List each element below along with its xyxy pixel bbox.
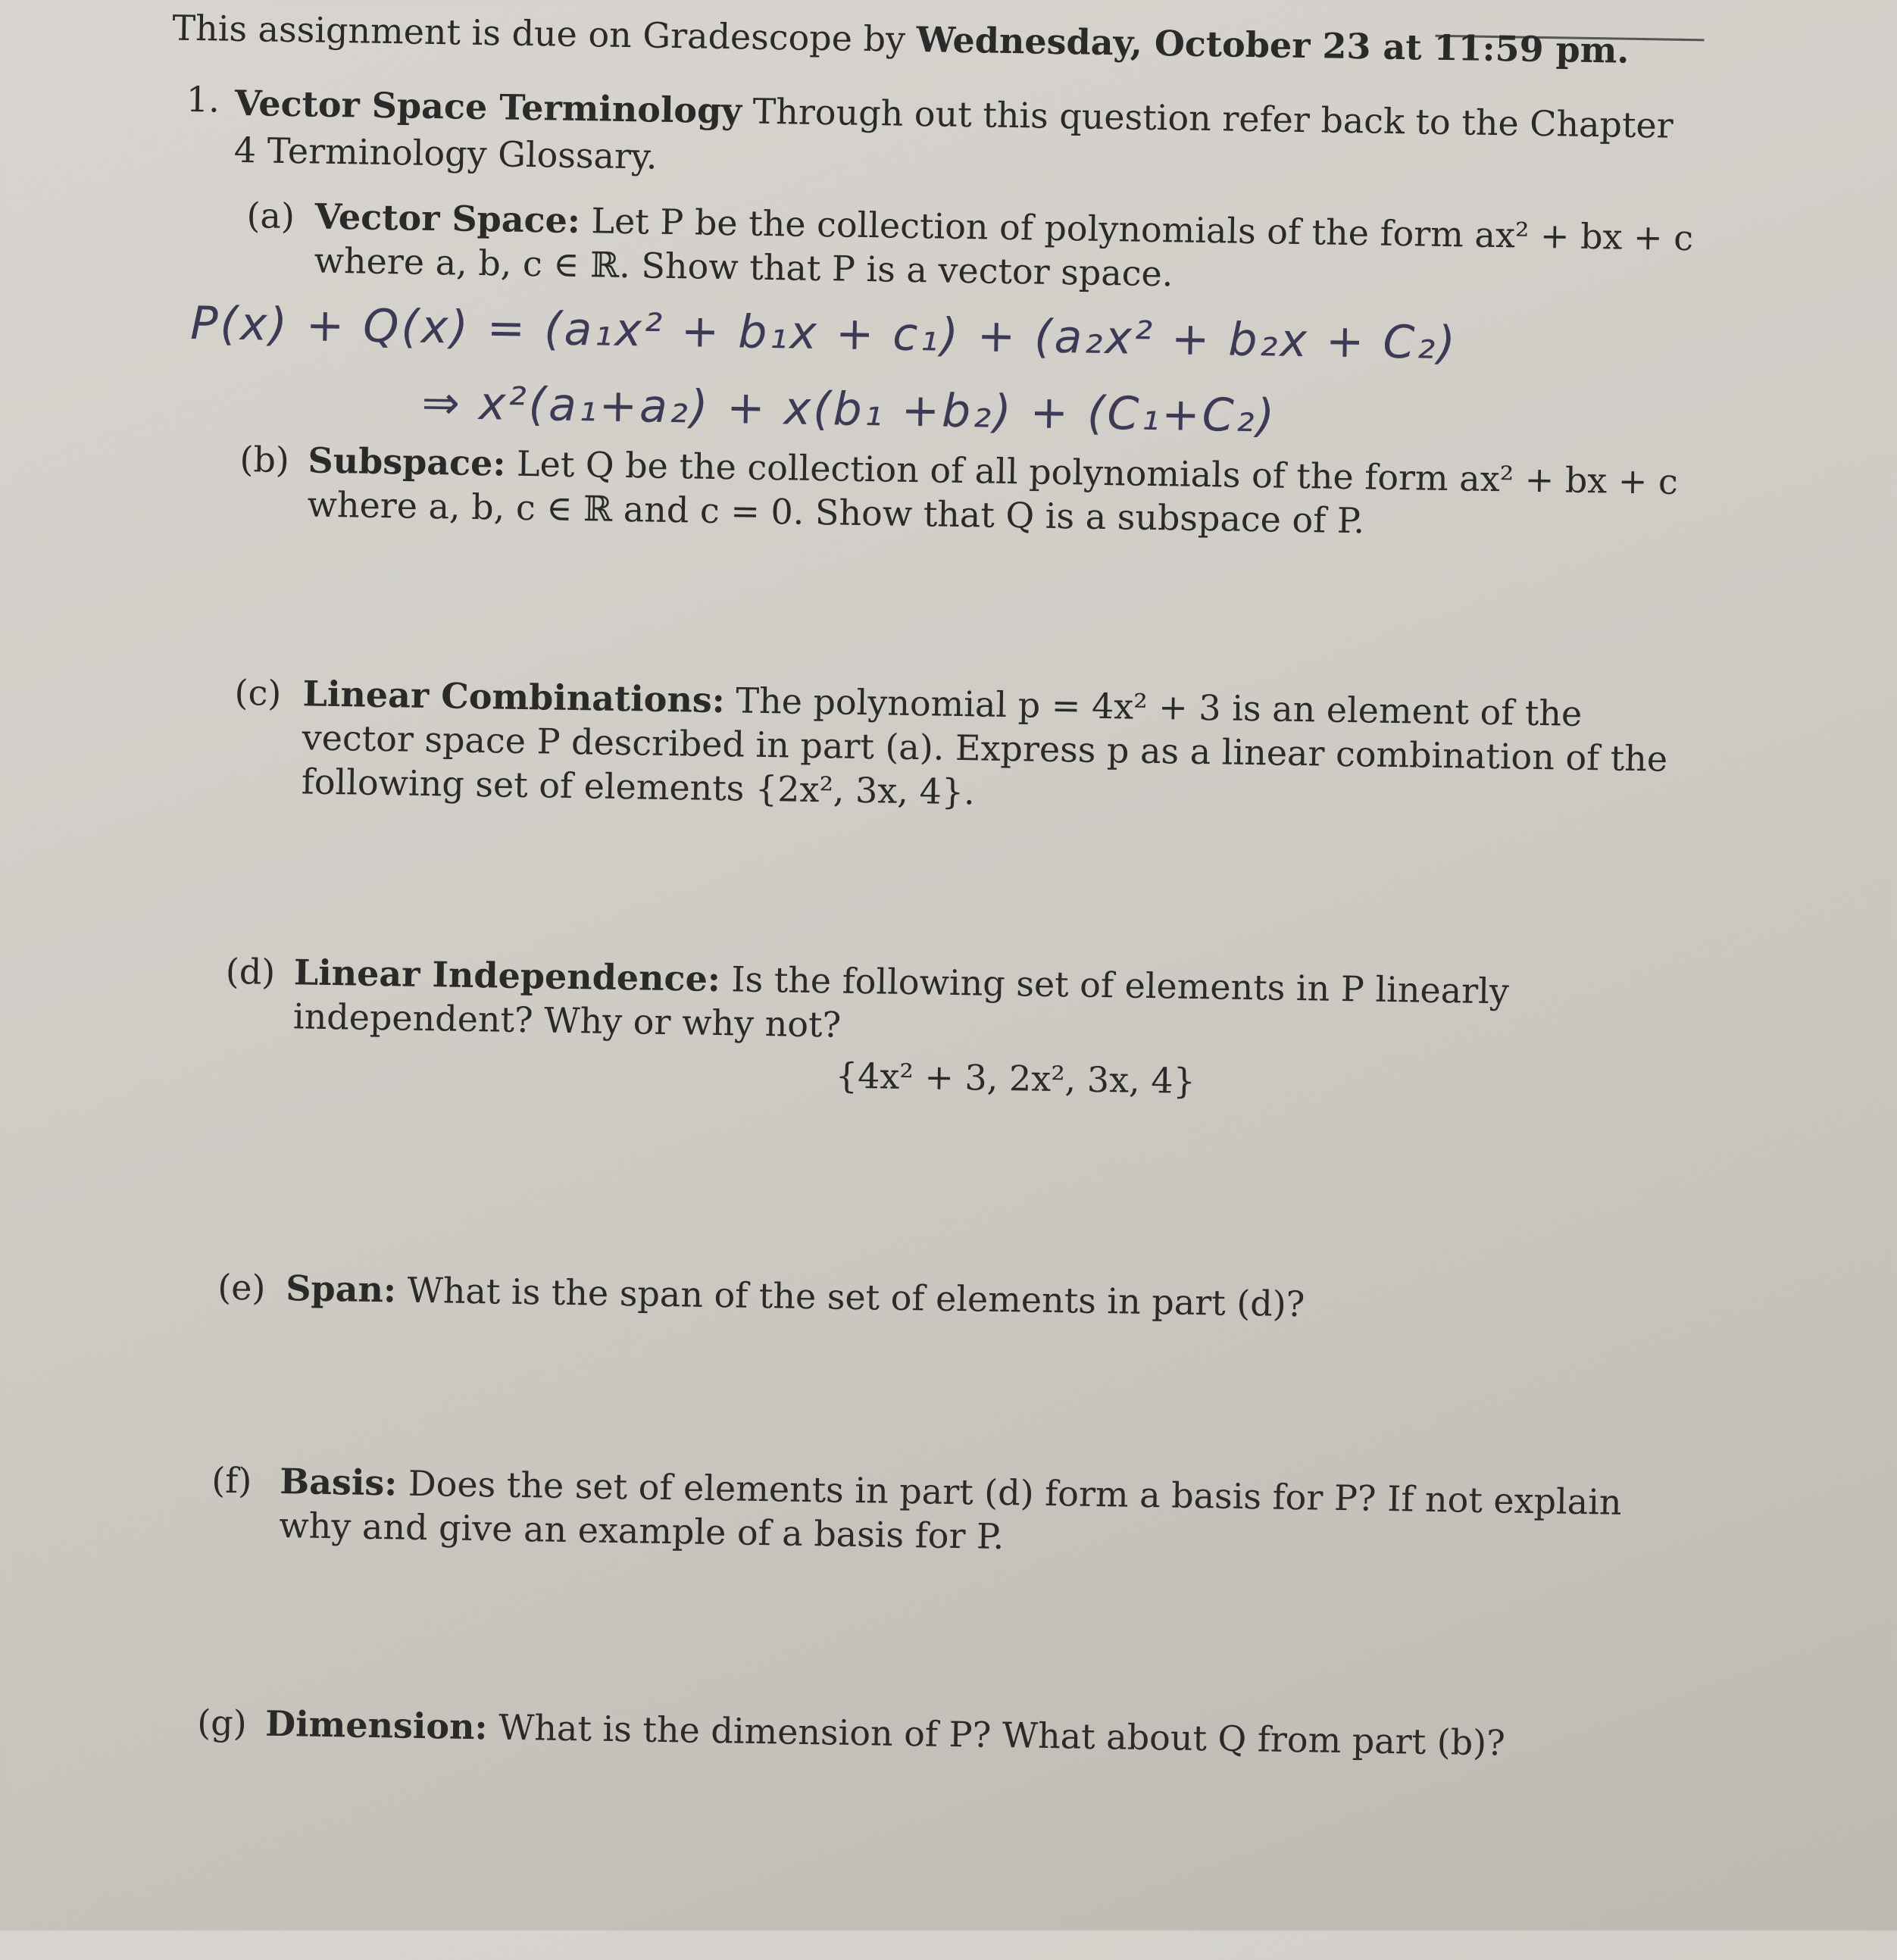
part-label: (g) — [196, 1702, 248, 1744]
part-body: Let P be the collection of polynomials of the form ax² + bx + c where a, b, c ∈ ℝ. Show that P is a vector space. — [314, 200, 1694, 295]
part-label: (e) — [217, 1266, 266, 1308]
part-e — [217, 1265, 1673, 1341]
part-title: Vector Space: — [314, 195, 581, 242]
part-d — [224, 949, 1680, 1071]
part-body: Let Q be the collection of all polynomials of the form ax² + bx + c where a, b, c ∈ ℝ and c = 0. Show that Q is a subspace of P. — [307, 442, 1679, 542]
part-text — [265, 1702, 1652, 1768]
part-f — [211, 1458, 1667, 1580]
part-label: (d) — [225, 950, 276, 993]
part-label: (f) — [211, 1459, 252, 1502]
due-prefix: This assignment is due on Gradescope by — [172, 7, 917, 61]
part-a — [245, 193, 1702, 314]
due-date-notice — [172, 8, 1630, 71]
part-g — [197, 1700, 1652, 1776]
part-text — [293, 950, 1681, 1060]
part-text — [286, 1266, 1673, 1332]
part-text — [314, 195, 1702, 305]
part-label: (b) — [239, 439, 290, 481]
part-body: What is the dimension of P? What about Q from part (b)? — [498, 1706, 1506, 1764]
part-body: Is the following set of elements in P linearly independent? Why or why not? — [292, 958, 1510, 1046]
handwritten-line-1: P(x) + Q(x) = (a₁x² + b₁x + c₁) + (a₂x² + b₂x + C₂) — [189, 297, 1458, 370]
part-b — [239, 437, 1695, 558]
part-title: Subspace: — [308, 439, 506, 484]
part-body: Does the set of elements in part (d) form a basis for P? If not explain why and give an example of a basis for P. — [279, 1462, 1622, 1558]
part-title: Linear Combinations: — [302, 673, 726, 721]
part-label: (c) — [234, 671, 282, 714]
question-title: Vector Space Terminology — [234, 82, 742, 132]
part-text — [307, 438, 1695, 548]
question-number: 1. — [186, 78, 220, 120]
question-intro: Through out this question refer back to the Chapter 4 Terminology Glossary. — [233, 90, 1674, 177]
part-title: Linear Independence: — [293, 952, 721, 1000]
part-text — [279, 1459, 1667, 1569]
handwritten-line-2: ⇒ x²(a₁+a₂) + x(b₁ +b₂) + (C₁+C₂) — [421, 376, 1277, 443]
part-text — [301, 671, 1689, 825]
part-label: (a) — [246, 195, 295, 237]
due-date: Wednesday, October 23 at 11:59 pm. — [916, 19, 1630, 71]
part-body: The polynomial p = 4x² + 3 is an element of the vector space P described in part (a). Express p as a linear combination of the following set of elements {2x², 3x, 4}. — [301, 680, 1668, 813]
polynomial-set: {4x² + 3, 2x², 3x, 4} — [835, 1055, 1196, 1102]
part-body: What is the span of the set of elements in part (d)? — [407, 1269, 1305, 1325]
question-1-heading — [233, 80, 1705, 196]
part-title: Basis: — [279, 1461, 398, 1504]
part-title: Dimension: — [264, 1702, 488, 1748]
part-c — [233, 671, 1689, 830]
part-title: Span: — [285, 1268, 397, 1311]
